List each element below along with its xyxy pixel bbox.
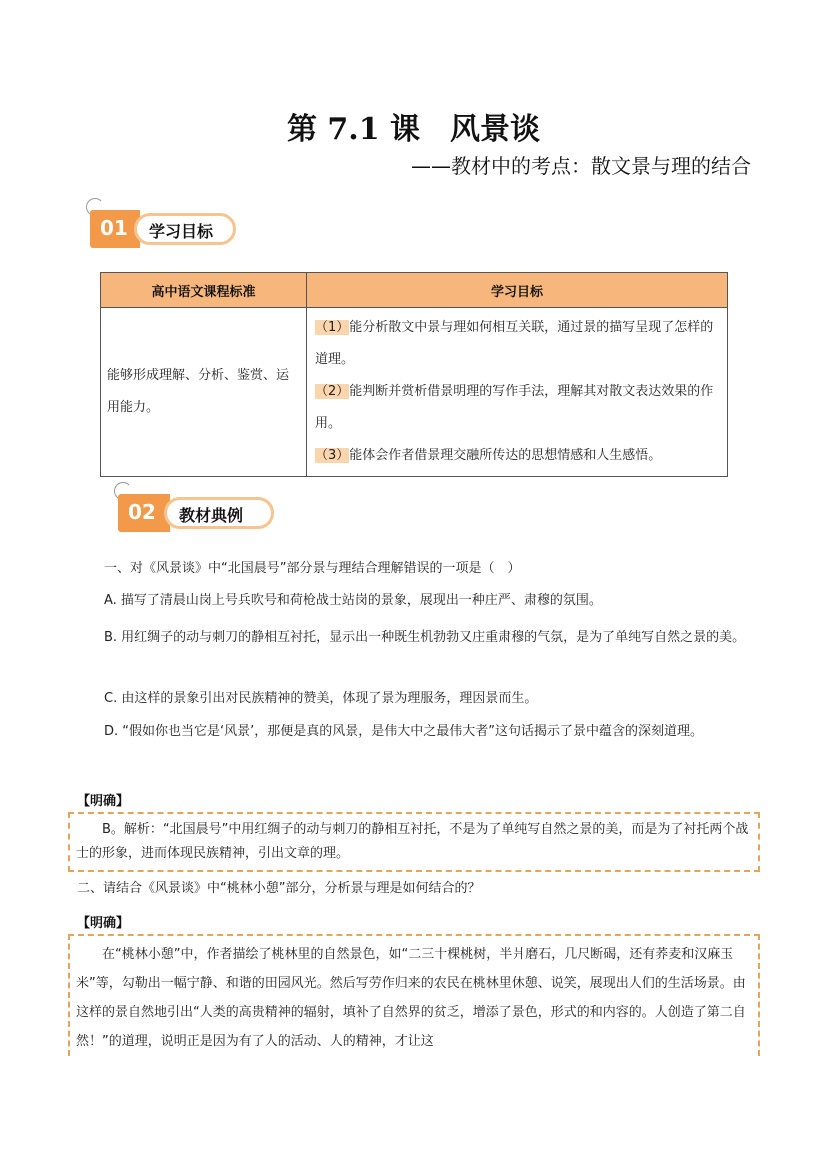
page-title: 第 7.1 课 风景谈	[286, 112, 541, 147]
learning-goals-table	[100, 272, 728, 477]
goal-text: 能分析散文中景与理如何相互关联，通过景的描写呈现了怎样的道理。	[315, 320, 714, 367]
answer-label-1: 【明确】	[77, 794, 130, 809]
page-subtitle: ——教材中的考点：散文景与理的结合	[411, 154, 751, 178]
answer-label-2: 【明确】	[77, 916, 130, 931]
section-label: 学习目标	[149, 222, 214, 241]
answer-box-2	[68, 934, 760, 1056]
question-1-option-d: D. “假如你也当它是‘风景’，那便是真的风景，是伟大中之最伟大者”这句话揭示了景中蕴含的深刻道理。	[104, 724, 704, 739]
section-number: 01	[100, 216, 128, 240]
question-1-option-b: B. 用红绸子的动与刺刀的静相互衬托，显示出一种既生机勃勃又庄重肃穆的气氛，是为了单纯写自然之景的美。	[104, 630, 746, 645]
table-header-standard: 高中语文课程标准	[101, 273, 307, 308]
goal-item	[315, 376, 719, 440]
question-1-stem: 一、对《风景谈》中“北国晨号”部分景与理结合理解错误的一项是（ ）	[104, 561, 521, 576]
section-badge-examples	[118, 488, 278, 532]
goal-item	[315, 440, 719, 472]
question-2-stem: 二、请结合《风景谈》中“桃林小憩”部分，分析景与理是如何结合的？	[77, 881, 481, 896]
goal-item	[315, 312, 719, 376]
answer-text-2: 在“桃林小憩”中，作者描绘了桃林里的自然景色，如“二三十棵桃树，半爿磨石，几尺断碣，还有荞麦和汉麻玉米”等，勾勒出一幅宁静、和谐的田园风光。然后写劳作归来的农民在桃林里休憩、说笑，展现出人们的生活场景。由这样的景自然地引出“人类的高贵精神的辐射，填补了自然界的贫乏，增添了景色，形式的和内容的。人创造了第二自然！”的道理，说明正是因为有了人的活动、人的精神，才让这	[76, 947, 746, 1049]
goal-number: （1）	[315, 320, 350, 335]
section-number: 02	[128, 500, 156, 524]
section-label: 教材典例	[179, 506, 244, 525]
goal-text: 能体会作者借景理交融所传达的思想情感和人生感悟。	[349, 448, 662, 463]
answer-text-1: B。解析：“北国晨号”中用红绸子的动与刺刀的静相互衬托，不是为了单纯写自然之景的美，而是为了衬托两个战士的形象，进而体现民族精神，引出文章的理。	[76, 822, 749, 861]
answer-box-1	[68, 812, 760, 872]
section-badge-goals	[90, 204, 240, 248]
question-1-option-a: A. 描写了清晨山岗上号兵吹号和荷枪战士站岗的景象，展现出一种庄严、肃穆的氛围。	[104, 593, 602, 608]
goals-cell	[307, 308, 728, 477]
goal-text: 能判断并赏析借景明理的写作手法，理解其对散文表达效果的作用。	[315, 384, 714, 431]
goal-number: （2）	[315, 384, 350, 399]
question-1-option-c: C. 由这样的景象引出对民族精神的赞美，体现了景为理服务，理因景而生。	[104, 691, 538, 706]
standard-cell: 能够形成理解、分析、鉴赏、运用能力。	[101, 308, 307, 477]
goal-number: （3）	[315, 448, 350, 463]
table-header-goals: 学习目标	[307, 273, 728, 308]
